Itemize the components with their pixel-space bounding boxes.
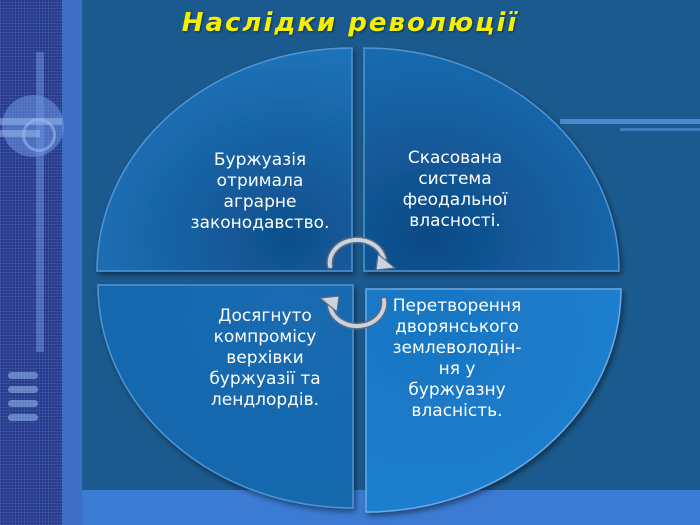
text-line: власності. <box>409 211 501 231</box>
text-line: верхівки <box>226 348 304 368</box>
text-line: компромісу <box>213 327 317 347</box>
text-line: Досягнуто <box>218 306 312 326</box>
quadrant-top-left-text <box>175 150 345 234</box>
text-line: дворянського <box>395 317 519 337</box>
text-line: законодавство. <box>190 213 330 233</box>
quadrant-bottom-right-text <box>372 296 542 422</box>
text-line: власність. <box>411 401 503 421</box>
text-line: Буржуазія <box>213 150 307 170</box>
quadrant-bottom-left-text <box>180 306 350 411</box>
text-line: аграрне <box>223 192 297 212</box>
text-line: Скасована <box>407 148 503 168</box>
text-line: буржуазну <box>408 380 506 400</box>
slide-title: Наслідки революції <box>181 8 519 38</box>
text-line: землеволодін- <box>392 338 522 358</box>
text-line: лендлордів. <box>210 390 320 410</box>
quadrant-top-right-text <box>380 148 530 232</box>
text-line: ня у <box>438 359 476 379</box>
text-line: отримала <box>216 171 304 191</box>
text-line: Перетворення <box>392 296 522 316</box>
text-line: буржуазії та <box>209 369 321 389</box>
text-line: феодальної <box>402 190 508 210</box>
text-line: система <box>418 169 492 189</box>
